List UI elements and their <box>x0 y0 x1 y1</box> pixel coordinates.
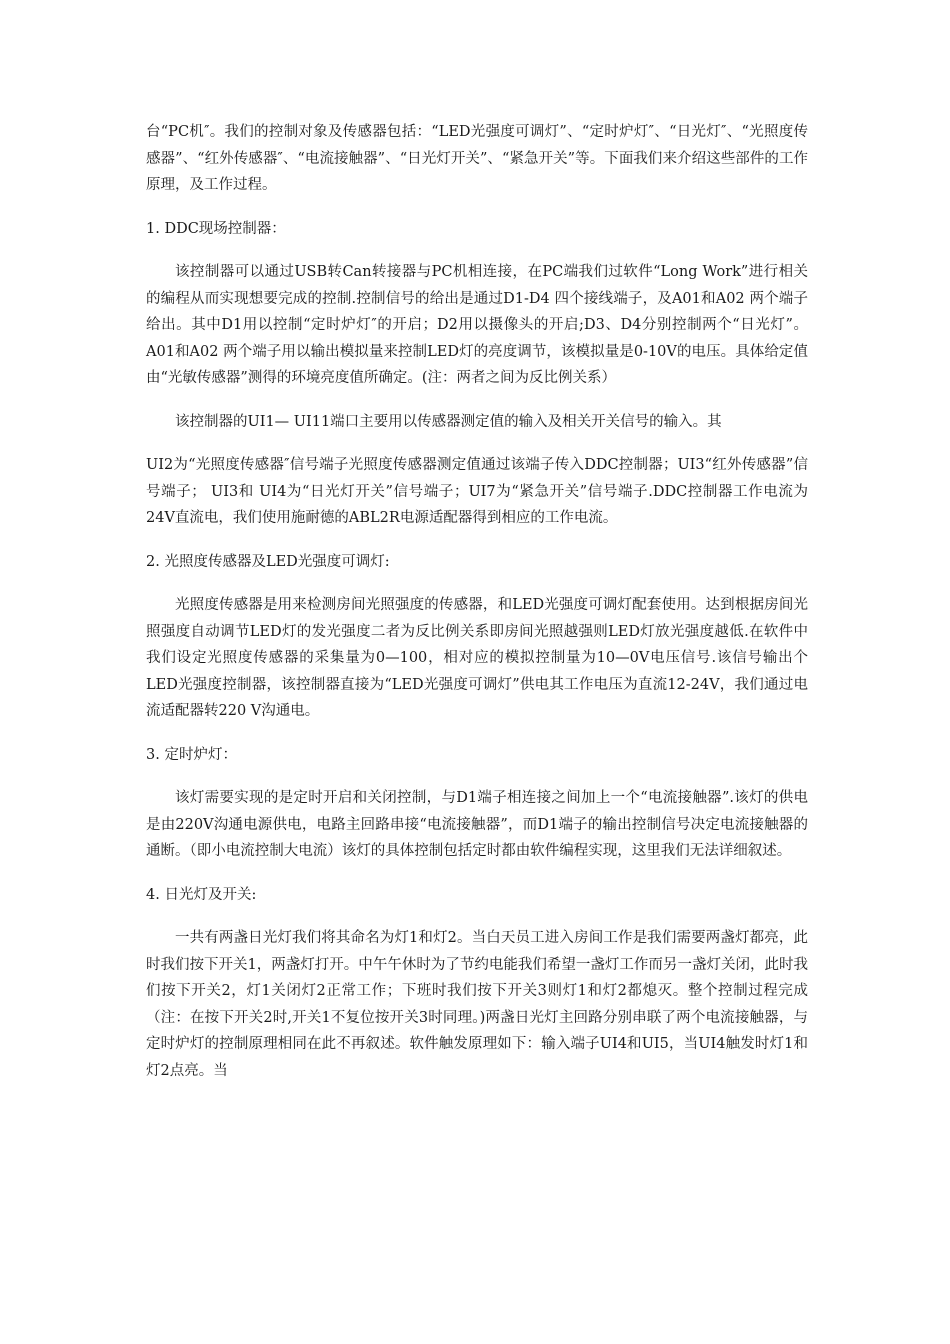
light-sensor-paragraph: 光照度传感器是用来检测房间光照强度的传感器，和LED光强度可调灯配套使用。达到根据房间光照强度自动调节LED灯的发光强度二者为反比例关系即房间光照越强则LED灯放光强度越低.在软件中我们设定光照度传感器的采集量为0—100，相对应的模拟控制量为10—0V电压信号.该信号输出个LED光强度控制器，该控制器直接为“LED光强度可调灯”供电其工作电压为直流12-24V，我们通过电流适配器转220 V沟通电。 <box>146 597 808 719</box>
fluorescent-paragraph: 一共有两盏日光灯我们将其命名为灯1和灯2。当白天员工进入房间工作是我们需要两盏灯都亮，此时我们按下开关1，两盏灯打开。中午午休时为了节约电能我们希望一盏灯工作而另一盏灯关闭，此时我们按下开关2，灯1关闭灯2正常工作；下班时我们按下开关3则灯1和灯2都熄灭。整个控制过程完成（注：在按下开关2时,开关1不复位按开关3时同理。)两盏日光灯主回路分别串联了两个电流接触器，与定时炉灯的控制原理相同在此不再叙述。软件触发原理如下：输入端子UI4和UI5，当UI4触发时灯1和灯2点亮。当 <box>146 930 808 1079</box>
section-heading-fluorescent: 4. 日光灯及开关: <box>146 886 257 903</box>
section-heading-timer-lamp: 3. 定时炉灯： <box>146 746 237 763</box>
ddc-paragraph-2: 该控制器的UI1— UI11端口主要用以传感器测定值的输入及相关开关信号的输入。其 <box>175 413 722 430</box>
timer-lamp-paragraph: 该灯需要实现的是定时开启和关闭控制，与D1端子相连接之间加上一个“电流接触器”.该灯的供电是由220V沟通电源供电，电路主回路串接“电流接触器”，而D1端子的输出控制信号决定电流接触器的通断。（即小电流控制大电流）该灯的具体控制包括定时都由软件编程实现，这里我们无法详细叙述。 <box>146 790 808 859</box>
intro-paragraph: 台“PC机″。我们的控制对象及传感器包括：“LED光强度可调灯”、“定时炉灯″、“日光灯″、“光照度传感器”、“红外传感器″、“电流接触器”、“日光灯开关”、“紧急开关”等。下面我们来介绍这些部件的工作原理，及工作过程。 <box>146 124 808 193</box>
ddc-paragraph-3: UI2为“光照度传感器″信号端子光照度传感器测定值通过该端子传入DDC控制器；UI3“红外传感器”信号端子； UI3和 UI4为“日光灯开关”信号端子；UI7为“紧急开关”信号端子.DDC控制器工作电流为24V直流电，我们使用施耐德的ABL2R电源适配器得到相应的工作电流。 <box>146 457 808 526</box>
section-heading-ddc: 1. DDC现场控制器： <box>146 220 286 237</box>
section-heading-light-sensor: 2. 光照度传感器及LED光强度可调灯: <box>146 553 390 570</box>
ddc-paragraph-1: 该控制器可以通过USB转Can转接器与PC机相连接，在PC端我们过软件“Long Work”进行相关的编程从而实现想要完成的控制.控制信号的给出是通过D1-D4 四个接线端子，及A01和A02 两个端子给出。其中D1用以控制“定时炉灯″的开启；D2用以摄像头的开启;D3、D4分别控制两个“日光灯”。A01和A02 两个端子用以输出模拟量来控制LED灯的亮度调节，该模拟量是0-10V的电压。具体给定值由“光敏传感器”测得的环境亮度值所确定。(注：两者之间为反比例关系） <box>146 264 808 386</box>
